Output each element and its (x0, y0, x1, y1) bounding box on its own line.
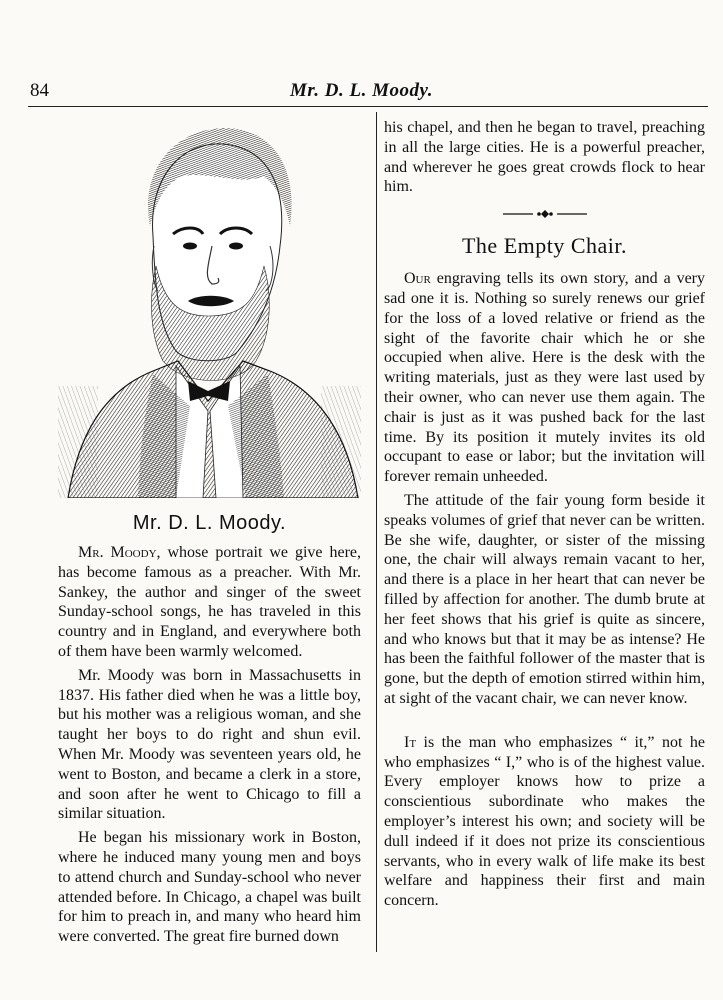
page-number: 84 (30, 80, 49, 101)
portrait-caption: Mr. D. L. Moody. (132, 512, 287, 534)
moody-continuation: his chapel, and then he began to travel, preaching in all the large cities. He is a powerful preacher, and wherever he goes great crowds flock to hear him. (384, 119, 705, 196)
article-title: The Empty Chair. (461, 233, 628, 259)
paragraph-text: is the man who emphasizes “ it,” not he who emphasizes “ I,” who is of the highest value. Every employer knows how to prize a conscientious subordinate who makes the employer’s interest his own; and society will be dull indeed if it does not prize its conscientious servants, who in every walk of life make its best welfare and happiness their first and main concern. (384, 733, 705, 910)
empty-chair-paragraph-2: The attitude of the fair young form beside it speaks volumes of grief that never can be written. Be she wife, daughter, or sister of the missing one, the chair will always remain vacant to her, and there is a place in her heart that can never be filled by affection for another. The dumb brute at her feet shows that his grief is quite as sincere, and who knows but that it may be as intense? He has been the faithful follower of the master that is gone, but the depth of emotion stirred within him, at sight of the vacant chair, we can never know. (384, 491, 705, 707)
running-head: Mr. D. L. Moody. (290, 80, 433, 101)
paragraph-lead: It (404, 733, 417, 751)
left-column (58, 116, 361, 947)
moody-paragraph-3: He began his missionary work in Boston, where he induced many young men and boys to attend church and Sunday-school who never attended before. In Chicago, a chapel was built for him to preach in, and many who heard him were converted. The great fire burned down (58, 829, 361, 946)
empty-chair-paragraph-1 (384, 269, 705, 487)
header-rule (28, 106, 708, 107)
right-column (384, 118, 705, 911)
emphasis-paragraph (384, 733, 705, 911)
portrait-engraving (58, 116, 361, 498)
paragraph-text: whose portrait we give here, has become famous as a preacher. With Mr. Sankey, the author and singer of the sweet Sunday-school songs, he has traveled in this country and in England, and everywhere both of them have been warmly welcomed. (58, 544, 361, 660)
paragraph-text: engraving tells its own story, and a very sad one it is. Nothing so surely renews our grief for the loss of a loved relative or friend as the sight of the favorite chair which he or she occupied when alive. Here is the desk with the writing materials, just as they were last used by their owner, who can never use them again. The chair is just as it was pushed back for the last time. By its position it mutely invites its old occupant to ease or labor; but the invitation will forever remain unheeded. (384, 270, 705, 486)
paragraph-lead: Mr. Moody, (78, 544, 161, 561)
ornament-divider (503, 209, 587, 219)
paragraph-lead: Our (404, 270, 431, 288)
column-divider (376, 112, 377, 952)
moody-paragraph-1 (58, 543, 361, 662)
moody-paragraph-2: Mr. Moody was born in Massachusetts in 1837. His father died when he was a little boy, but his mother was a religious woman, and she taught her boys to do right and shun evil. When Mr. Moody was seventeen years old, he went to Boston, and became a clerk in a store, and soon after he went to Chicago to fill a similar situation. (58, 666, 361, 823)
